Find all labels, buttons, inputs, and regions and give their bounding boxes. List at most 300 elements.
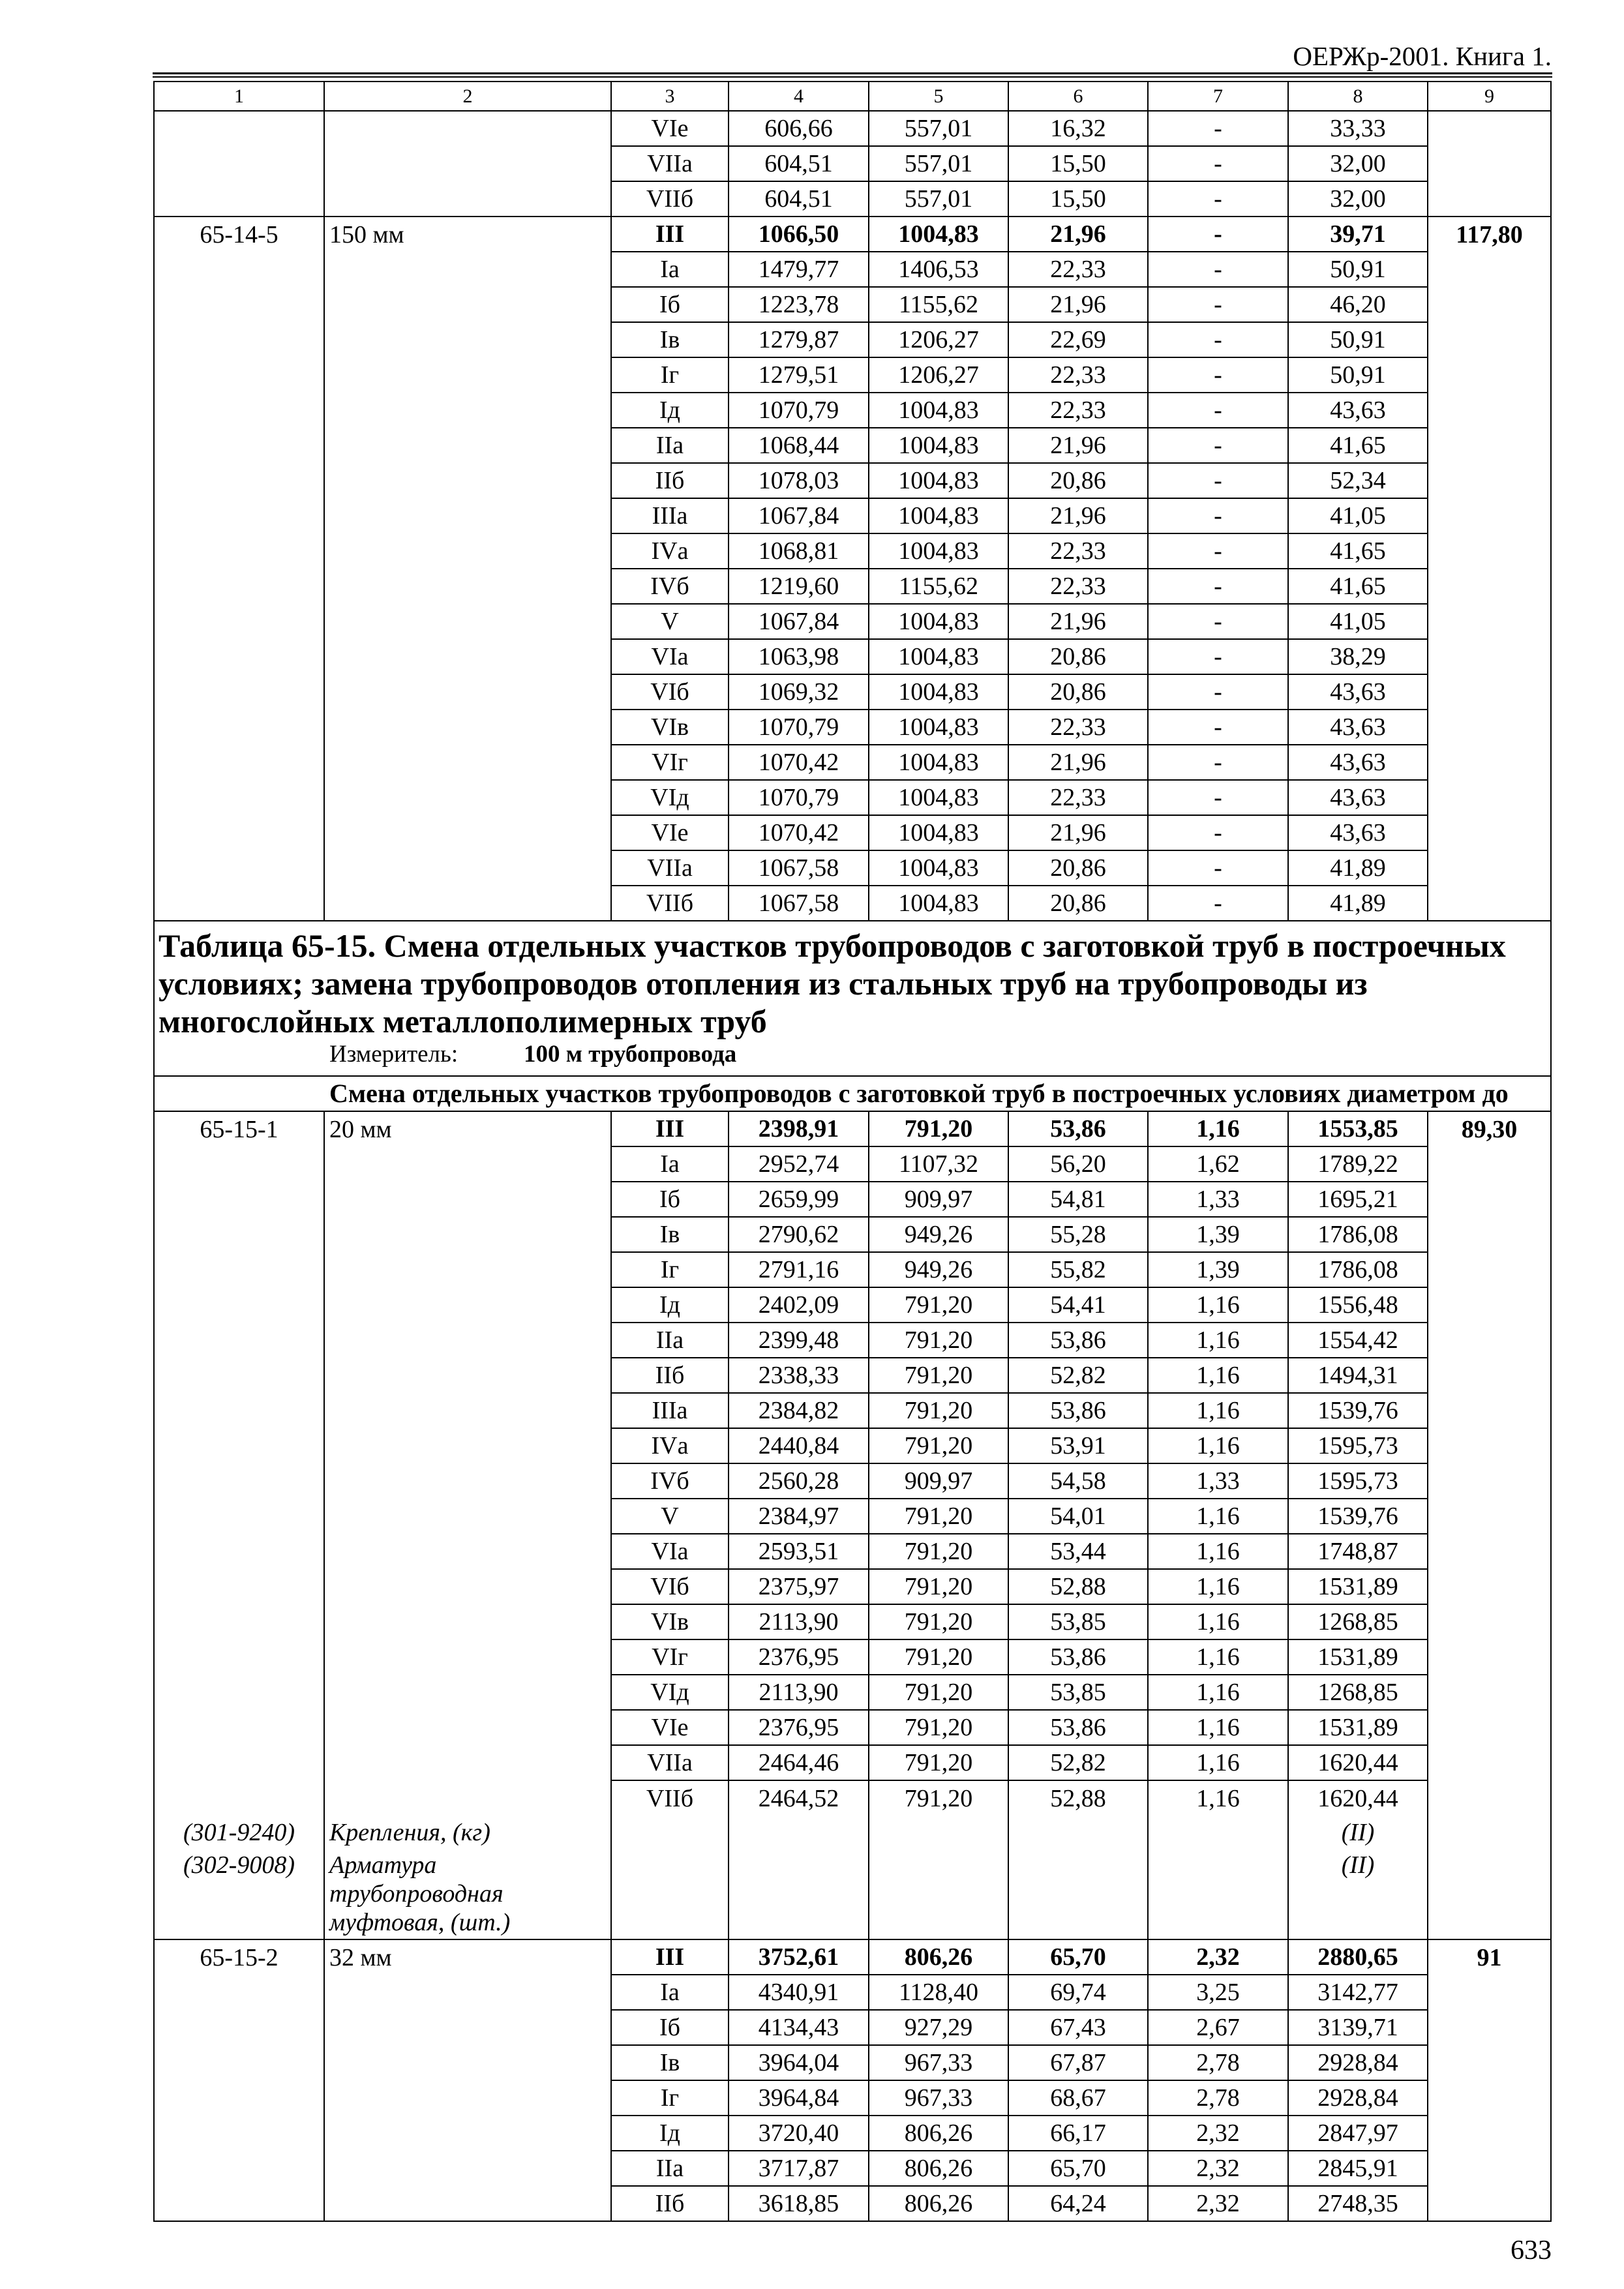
machines-cell: 55,82 (1009, 1253, 1149, 1288)
machines-cell: 52,82 (1009, 1358, 1149, 1394)
materials-cell: 1539,76 (1289, 1499, 1428, 1534)
direct-cost-cell: 2464,46 (729, 1746, 869, 1781)
direct-cost-cell: 1067,58 (729, 886, 869, 921)
zone-cell: Iг (612, 358, 729, 393)
machinist-wages-cell: 1,16 (1149, 1711, 1289, 1746)
direct-cost-cell: 1068,81 (729, 534, 869, 569)
wages-cell: 1128,40 (869, 1975, 1009, 2011)
machines-cell: 56,20 (1009, 1147, 1149, 1182)
wages-cell: 909,97 (869, 1464, 1009, 1499)
zone-cell: Iб (612, 1182, 729, 1218)
rate-code: 65-14-5 (155, 217, 325, 921)
machines-cell: 67,43 (1009, 2011, 1149, 2046)
zone-cell: V (612, 1499, 729, 1534)
materials-cell: 32,00 (1289, 182, 1428, 217)
materials-cell: 1494,31 (1289, 1358, 1428, 1394)
machines-cell: 21,96 (1009, 605, 1149, 640)
direct-cost-cell: 2659,99 (729, 1182, 869, 1218)
zone-cell: IVа (612, 1429, 729, 1464)
zone-cell: VIIб (612, 886, 729, 921)
wages-cell: 1004,83 (869, 464, 1009, 499)
materials-cell: 52,34 (1289, 464, 1428, 499)
zone-cell: VIIб (612, 1781, 729, 1816)
materials-cell: 2847,97 (1289, 2116, 1428, 2151)
wages-cell: 1004,83 (869, 886, 1009, 921)
resource-row (155, 1816, 1552, 1849)
empty-cell (729, 1849, 869, 1940)
direct-cost-cell: 1070,79 (729, 710, 869, 745)
labor-cost (1428, 112, 1552, 217)
machinist-wages-cell: 3,25 (1149, 1975, 1289, 2011)
machinist-wages-cell: - (1149, 252, 1289, 288)
direct-cost-cell: 2593,51 (729, 1534, 869, 1570)
materials-cell: 46,20 (1289, 288, 1428, 323)
machines-cell: 65,70 (1009, 1940, 1149, 1975)
rates-table (153, 81, 1552, 2222)
zone-cell: IVб (612, 1464, 729, 1499)
machinist-wages-cell: - (1149, 393, 1289, 428)
zone-cell: VIа (612, 640, 729, 675)
zone-cell: IIа (612, 1323, 729, 1358)
machines-cell: 21,96 (1009, 288, 1149, 323)
machinist-wages-cell: 1,16 (1149, 1358, 1289, 1394)
zone-cell: VIIа (612, 147, 729, 182)
machines-cell: 22,33 (1009, 393, 1149, 428)
resource-name: Крепления, (кг) (329, 1819, 490, 1846)
direct-cost-cell: 3720,40 (729, 2116, 869, 2151)
machinist-wages-cell: 1,33 (1149, 1182, 1289, 1218)
machinist-wages-cell: - (1149, 534, 1289, 569)
zone-cell: Iа (612, 252, 729, 288)
empty-cell (869, 1849, 1009, 1940)
direct-cost-cell: 604,51 (729, 147, 869, 182)
wages-cell: 1206,27 (869, 358, 1009, 393)
direct-cost-cell: 1219,60 (729, 569, 869, 605)
machines-cell: 53,86 (1009, 1640, 1149, 1675)
machinist-wages-cell: 1,62 (1149, 1147, 1289, 1182)
direct-cost-cell: 2338,33 (729, 1358, 869, 1394)
materials-cell: 32,00 (1289, 147, 1428, 182)
zone-cell: IIа (612, 428, 729, 464)
materials-cell: 1556,48 (1289, 1288, 1428, 1323)
materials-cell: 1789,22 (1289, 1147, 1428, 1182)
machines-cell: 22,33 (1009, 569, 1149, 605)
machinist-wages-cell: 1,16 (1149, 1605, 1289, 1640)
machinist-wages-cell: - (1149, 323, 1289, 358)
materials-cell: 1695,21 (1289, 1182, 1428, 1218)
direct-cost-cell: 1070,79 (729, 781, 869, 816)
materials-cell: 1268,85 (1289, 1605, 1428, 1640)
labor-cost: 91 (1428, 1940, 1552, 2222)
wages-cell: 1155,62 (869, 569, 1009, 605)
wages-cell: 791,20 (869, 1499, 1009, 1534)
machines-cell: 53,91 (1009, 1429, 1149, 1464)
column-number: 9 (1428, 82, 1552, 112)
machinist-wages-cell: 2,32 (1149, 2187, 1289, 2222)
zone-cell: IIIа (612, 1394, 729, 1429)
materials-cell: 1531,89 (1289, 1640, 1428, 1675)
materials-cell: 2880,65 (1289, 1940, 1428, 1975)
materials-cell: 43,63 (1289, 781, 1428, 816)
machinist-wages-cell: - (1149, 851, 1289, 886)
zone-cell: VIд (612, 1675, 729, 1711)
materials-cell: 2928,84 (1289, 2081, 1428, 2116)
machinist-wages-cell: - (1149, 640, 1289, 675)
table-title-line: многослойных металлополимерных труб (158, 1003, 767, 1040)
header-double-rule (153, 72, 1552, 78)
zone-cell: IIб (612, 2187, 729, 2222)
work-name: 20 мм (325, 1112, 612, 1816)
materials-cell: 50,91 (1289, 358, 1428, 393)
direct-cost-cell: 604,51 (729, 182, 869, 217)
direct-cost-cell: 2464,52 (729, 1781, 869, 1816)
direct-cost-cell: 3618,85 (729, 2187, 869, 2222)
wages-cell: 557,01 (869, 112, 1009, 147)
machinist-wages-cell: - (1149, 569, 1289, 605)
zone-cell: IIб (612, 464, 729, 499)
wages-cell: 1004,83 (869, 605, 1009, 640)
machinist-wages-cell: - (1149, 745, 1289, 781)
machinist-wages-cell: 1,16 (1149, 1570, 1289, 1605)
machinist-wages-cell: - (1149, 710, 1289, 745)
machinist-wages-cell: - (1149, 464, 1289, 499)
direct-cost-cell: 2113,90 (729, 1605, 869, 1640)
column-number: 7 (1149, 82, 1289, 112)
machinist-wages-cell: 1,16 (1149, 1323, 1289, 1358)
wages-cell: 791,20 (869, 1640, 1009, 1675)
machines-cell: 22,33 (1009, 710, 1149, 745)
direct-cost-cell: 1067,84 (729, 605, 869, 640)
machines-cell: 22,33 (1009, 781, 1149, 816)
direct-cost-cell: 1279,87 (729, 323, 869, 358)
materials-cell: 50,91 (1289, 252, 1428, 288)
zone-cell: VIв (612, 710, 729, 745)
empty-cell (612, 1816, 729, 1849)
wages-cell: 1004,83 (869, 393, 1009, 428)
machinist-wages-cell: - (1149, 358, 1289, 393)
machines-cell: 21,96 (1009, 428, 1149, 464)
direct-cost-cell: 1078,03 (729, 464, 869, 499)
machinist-wages-cell: 1,16 (1149, 1781, 1289, 1816)
materials-cell: 1620,44 (1289, 1781, 1428, 1816)
direct-cost-cell: 2384,97 (729, 1499, 869, 1534)
machines-cell: 20,86 (1009, 675, 1149, 710)
machines-cell: 22,33 (1009, 534, 1149, 569)
labor-cost: 117,80 (1428, 217, 1552, 921)
machinist-wages-cell: - (1149, 288, 1289, 323)
machines-cell: 20,86 (1009, 851, 1149, 886)
wages-cell: 806,26 (869, 1940, 1009, 1975)
zone-cell: Iб (612, 288, 729, 323)
materials-cell: 41,89 (1289, 886, 1428, 921)
machines-cell: 55,28 (1009, 1218, 1149, 1253)
machinist-wages-cell: - (1149, 428, 1289, 464)
machines-cell: 21,96 (1009, 217, 1149, 252)
resource-name: Арматура трубопроводная муфтовая, (шт.) (329, 1851, 511, 1936)
rate-code (155, 112, 325, 217)
wages-cell: 806,26 (869, 2187, 1009, 2222)
materials-cell: 1554,42 (1289, 1323, 1428, 1358)
section-subtitle: Смена отдельных участков трубопроводов с заготовкой труб в построечных условиях диаметром до (155, 1077, 1552, 1112)
direct-cost-cell: 4134,43 (729, 2011, 869, 2046)
wages-cell: 967,33 (869, 2046, 1009, 2081)
resource-name-cell (325, 1816, 612, 1849)
measure-line (158, 1040, 1546, 1069)
wages-cell: 949,26 (869, 1218, 1009, 1253)
work-name: 150 мм (325, 217, 612, 921)
wages-cell: 1004,83 (869, 640, 1009, 675)
wages-cell: 791,20 (869, 1781, 1009, 1816)
materials-cell: 1539,76 (1289, 1394, 1428, 1429)
materials-cell: 1786,08 (1289, 1218, 1428, 1253)
wages-cell: 949,26 (869, 1253, 1009, 1288)
direct-cost-cell: 1066,50 (729, 217, 869, 252)
wages-cell: 791,20 (869, 1534, 1009, 1570)
zone-cell: VIг (612, 745, 729, 781)
materials-cell: 39,71 (1289, 217, 1428, 252)
work-name (325, 112, 612, 217)
table-title-cell (155, 921, 1552, 1077)
wages-cell: 791,20 (869, 1288, 1009, 1323)
materials-cell: 1268,85 (1289, 1675, 1428, 1711)
materials-cell: 50,91 (1289, 323, 1428, 358)
materials-cell: 2748,35 (1289, 2187, 1428, 2222)
machines-cell: 67,87 (1009, 2046, 1149, 2081)
machinist-wages-cell: 1,16 (1149, 1288, 1289, 1323)
machinist-wages-cell: - (1149, 886, 1289, 921)
table-row (155, 1112, 1552, 1147)
machinist-wages-cell: - (1149, 816, 1289, 851)
machinist-wages-cell: 2,67 (1149, 2011, 1289, 2046)
direct-cost-cell: 1068,44 (729, 428, 869, 464)
zone-cell: Iв (612, 1218, 729, 1253)
zone-cell: III (612, 217, 729, 252)
machines-cell: 65,70 (1009, 2151, 1149, 2187)
direct-cost-cell: 2952,74 (729, 1147, 869, 1182)
zone-cell: VIIа (612, 851, 729, 886)
zone-cell: VIд (612, 781, 729, 816)
machinist-wages-cell: 2,32 (1149, 1940, 1289, 1975)
zone-cell: Iг (612, 1253, 729, 1288)
resource-name-cell (325, 1849, 612, 1940)
machinist-wages-cell: 1,16 (1149, 1394, 1289, 1429)
machinist-wages-cell: 1,16 (1149, 1499, 1289, 1534)
machines-cell: 54,81 (1009, 1182, 1149, 1218)
materials-cell: 43,63 (1289, 393, 1428, 428)
direct-cost-cell: 2376,95 (729, 1711, 869, 1746)
running-header: ОЕРЖр-2001. Книга 1. (1293, 41, 1552, 71)
machines-cell: 53,86 (1009, 1394, 1149, 1429)
direct-cost-cell: 2790,62 (729, 1218, 869, 1253)
wages-cell: 1004,83 (869, 851, 1009, 886)
direct-cost-cell: 1063,98 (729, 640, 869, 675)
machinist-wages-cell: 1,16 (1149, 1112, 1289, 1147)
zone-cell: IIа (612, 2151, 729, 2187)
direct-cost-cell: 1070,42 (729, 745, 869, 781)
machines-cell: 15,50 (1009, 182, 1149, 217)
materials-cell: 33,33 (1289, 112, 1428, 147)
machines-cell: 20,86 (1009, 464, 1149, 499)
materials-cell: 2845,91 (1289, 2151, 1428, 2187)
wages-cell: 967,33 (869, 2081, 1009, 2116)
materials-cell: 1531,89 (1289, 1570, 1428, 1605)
wages-cell: 791,20 (869, 1570, 1009, 1605)
machines-cell: 53,85 (1009, 1605, 1149, 1640)
machinist-wages-cell: - (1149, 112, 1289, 147)
zone-cell: VIа (612, 1534, 729, 1570)
zone-cell: IIб (612, 1358, 729, 1394)
table-row (155, 217, 1552, 252)
zone-cell: VIг (612, 1640, 729, 1675)
zone-cell: Iд (612, 393, 729, 428)
materials-cell: 43,63 (1289, 710, 1428, 745)
direct-cost-cell: 2560,28 (729, 1464, 869, 1499)
wages-cell: 909,97 (869, 1182, 1009, 1218)
direct-cost-cell: 4340,91 (729, 1975, 869, 2011)
materials-cell: 1620,44 (1289, 1746, 1428, 1781)
machines-cell: 53,86 (1009, 1323, 1149, 1358)
machinist-wages-cell: 1,16 (1149, 1534, 1289, 1570)
wages-cell: 557,01 (869, 182, 1009, 217)
column-number: 1 (155, 82, 325, 112)
direct-cost-cell: 1067,84 (729, 499, 869, 534)
direct-cost-cell: 2398,91 (729, 1112, 869, 1147)
rate-code: 65-15-1 (155, 1112, 325, 1816)
machines-cell: 22,69 (1009, 323, 1149, 358)
wages-cell: 1406,53 (869, 252, 1009, 288)
wages-cell: 1004,83 (869, 217, 1009, 252)
direct-cost-cell: 1069,32 (729, 675, 869, 710)
direct-cost-cell: 2384,82 (729, 1394, 869, 1429)
zone-cell: Iд (612, 1288, 729, 1323)
resource-row (155, 1849, 1552, 1940)
wages-cell: 791,20 (869, 1429, 1009, 1464)
materials-cell: 43,63 (1289, 675, 1428, 710)
zone-cell: VIе (612, 112, 729, 147)
table-title-line: условиях; замена трубопроводов отопления из стальных труб на трубопроводы из (158, 965, 1368, 1002)
direct-cost-cell: 3717,87 (729, 2151, 869, 2187)
table-title-row (155, 921, 1552, 1077)
page-number: 633 (1511, 2236, 1552, 2266)
direct-cost-cell: 3752,61 (729, 1940, 869, 1975)
machinist-wages-cell: 1,39 (1149, 1218, 1289, 1253)
wages-cell: 791,20 (869, 1675, 1009, 1711)
machinist-wages-cell: 2,78 (1149, 2046, 1289, 2081)
machinist-wages-cell: - (1149, 182, 1289, 217)
machines-cell: 53,86 (1009, 1711, 1149, 1746)
zone-cell: Iд (612, 2116, 729, 2151)
materials-cell: 43,63 (1289, 816, 1428, 851)
machines-cell: 54,58 (1009, 1464, 1149, 1499)
direct-cost-cell: 2376,95 (729, 1640, 869, 1675)
machinist-wages-cell: 1,16 (1149, 1640, 1289, 1675)
table-row (155, 112, 1552, 147)
materials-cell: 1786,08 (1289, 1253, 1428, 1288)
table-row (155, 1940, 1552, 1975)
zone-cell: VIб (612, 675, 729, 710)
zone-cell: III (612, 1112, 729, 1147)
empty-cell (729, 1816, 869, 1849)
wages-cell: 791,20 (869, 1711, 1009, 1746)
direct-cost-cell: 3964,04 (729, 2046, 869, 2081)
wages-cell: 1206,27 (869, 323, 1009, 358)
machines-cell: 64,24 (1009, 2187, 1149, 2222)
zone-cell: Iа (612, 1147, 729, 1182)
measure-label: Измеритель: (329, 1041, 459, 1068)
machines-cell: 52,82 (1009, 1746, 1149, 1781)
materials-cell: 1595,73 (1289, 1429, 1428, 1464)
materials-cell: 1748,87 (1289, 1534, 1428, 1570)
column-number: 6 (1009, 82, 1149, 112)
section-subtitle-row (155, 1077, 1552, 1112)
wages-cell: 791,20 (869, 1605, 1009, 1640)
machinist-wages-cell: - (1149, 605, 1289, 640)
materials-cell: 1553,85 (1289, 1112, 1428, 1147)
wages-cell: 806,26 (869, 2151, 1009, 2187)
direct-cost-cell: 2402,09 (729, 1288, 869, 1323)
direct-cost-cell: 606,66 (729, 112, 869, 147)
wages-cell: 791,20 (869, 1112, 1009, 1147)
column-number: 4 (729, 82, 869, 112)
machines-cell: 22,33 (1009, 358, 1149, 393)
machinist-wages-cell: - (1149, 499, 1289, 534)
direct-cost-cell: 1070,42 (729, 816, 869, 851)
rates-table-body (155, 82, 1552, 2222)
materials-cell: 41,89 (1289, 851, 1428, 886)
machines-cell: 53,85 (1009, 1675, 1149, 1711)
materials-cell: 1595,73 (1289, 1464, 1428, 1499)
direct-cost-cell: 1279,51 (729, 358, 869, 393)
empty-cell (612, 1849, 729, 1940)
table-title-line: Таблица 65-15. Смена отдельных участков трубопроводов с заготовкой труб в построечных (158, 927, 1506, 964)
machines-cell: 54,01 (1009, 1499, 1149, 1534)
direct-cost-cell: 2399,48 (729, 1323, 869, 1358)
materials-cell: 41,05 (1289, 605, 1428, 640)
direct-cost-cell: 2113,90 (729, 1675, 869, 1711)
wages-cell: 1004,83 (869, 710, 1009, 745)
direct-cost-cell: 1070,79 (729, 393, 869, 428)
wages-cell: 1004,83 (869, 499, 1009, 534)
machines-cell: 52,88 (1009, 1570, 1149, 1605)
machines-cell: 68,67 (1009, 2081, 1149, 2116)
zone-cell: VIIа (612, 1746, 729, 1781)
column-number-row (155, 82, 1552, 112)
wages-cell: 557,01 (869, 147, 1009, 182)
machines-cell: 20,86 (1009, 640, 1149, 675)
wages-cell: 1004,83 (869, 675, 1009, 710)
machines-cell: 53,86 (1009, 1112, 1149, 1147)
direct-cost-cell: 2375,97 (729, 1570, 869, 1605)
machines-cell: 52,88 (1009, 1781, 1149, 1816)
resource-code: (302-9008) (155, 1849, 325, 1940)
empty-cell (869, 1816, 1009, 1849)
wages-cell: 791,20 (869, 1746, 1009, 1781)
rate-code: 65-15-2 (155, 1940, 325, 2222)
resource-code: (301-9240) (155, 1816, 325, 1849)
zone-cell: VIб (612, 1570, 729, 1605)
column-number: 5 (869, 82, 1009, 112)
wages-cell: 1004,83 (869, 745, 1009, 781)
zone-cell: V (612, 605, 729, 640)
wages-cell: 1155,62 (869, 288, 1009, 323)
zone-cell: Iа (612, 1975, 729, 2011)
wages-cell: 791,20 (869, 1358, 1009, 1394)
materials-cell: 41,65 (1289, 428, 1428, 464)
empty-cell (1009, 1849, 1149, 1940)
column-number: 3 (612, 82, 729, 112)
machinist-wages-cell: 2,78 (1149, 2081, 1289, 2116)
machinist-wages-cell: - (1149, 217, 1289, 252)
